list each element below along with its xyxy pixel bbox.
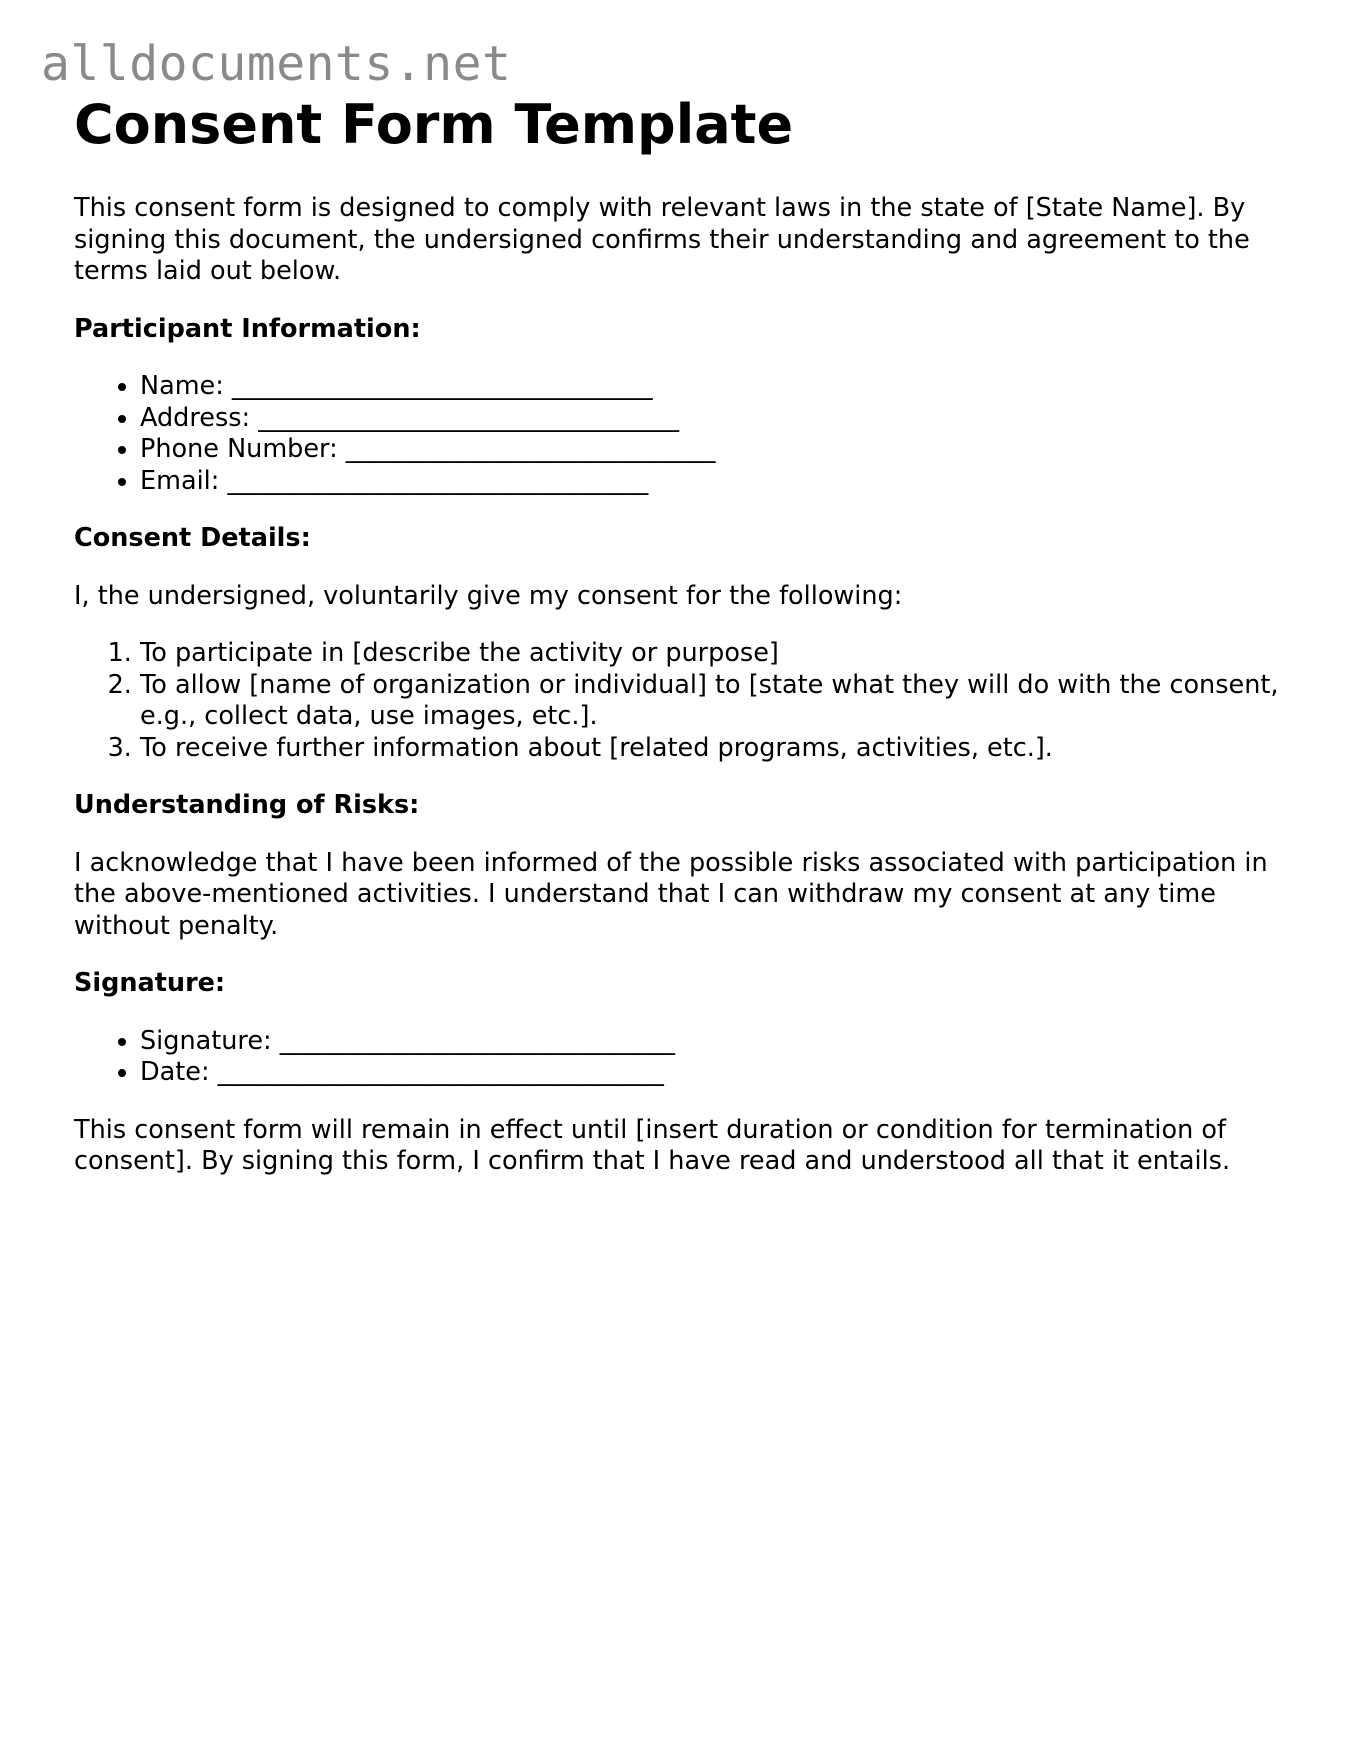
name-field: • Name: _________________________________ bbox=[140, 371, 1284, 403]
closing-paragraph: This consent form will remain in effect until [insert duration or condition for termination of consent]. By signing this form, I confirm that I have read and understood all that it entails. bbox=[74, 1114, 1231, 1176]
watermark: alldocuments.net bbox=[41, 36, 512, 92]
date-field: • Date: ___________________________________ bbox=[140, 1057, 1284, 1089]
consent-item: 3. To receive further information about [related programs, activities, etc.]. bbox=[140, 733, 1284, 765]
consent-item: 2. To allow [name of organization or individual] to [state what they will do with the consent, e.g., collect data, use images, etc.]. bbox=[140, 670, 1284, 733]
address-field: • Address: _________________________________ bbox=[140, 403, 1284, 435]
risks-paragraph: I acknowledge that I have been informed of the possible risks associated with participation in the above-mentioned activities. I understand that I can withdraw my consent at any time without penalty. bbox=[74, 847, 1268, 941]
email-field: • Email: _________________________________ bbox=[140, 466, 1284, 498]
participant-heading: Participant Information: bbox=[74, 313, 421, 344]
document bbox=[74, 92, 1284, 1178]
risks-heading: Understanding of Risks: bbox=[74, 790, 420, 820]
signature-heading: Signature: bbox=[74, 968, 226, 998]
signature-field: • Signature: _______________________________ bbox=[140, 1026, 1284, 1058]
consent-lead: I, the undersigned, voluntarily give my consent for the following: bbox=[74, 580, 903, 611]
intro-paragraph: This consent form is designed to comply with relevant laws in the state of [State Name]. By signing this document, the undersigned confirms their understanding and agreement to the terms laid out below. bbox=[74, 193, 1250, 286]
phone-field: • Phone Number: _____________________________ bbox=[140, 434, 1284, 466]
consent-item: 1. To participate in [describe the activity or purpose] bbox=[140, 638, 1284, 670]
signature-fields-list bbox=[74, 1026, 1284, 1089]
participant-fields-list bbox=[74, 371, 1284, 497]
page-title: Consent Form Template bbox=[74, 93, 794, 156]
consent-items-list bbox=[74, 638, 1284, 764]
consent-heading: Consent Details: bbox=[74, 523, 311, 553]
